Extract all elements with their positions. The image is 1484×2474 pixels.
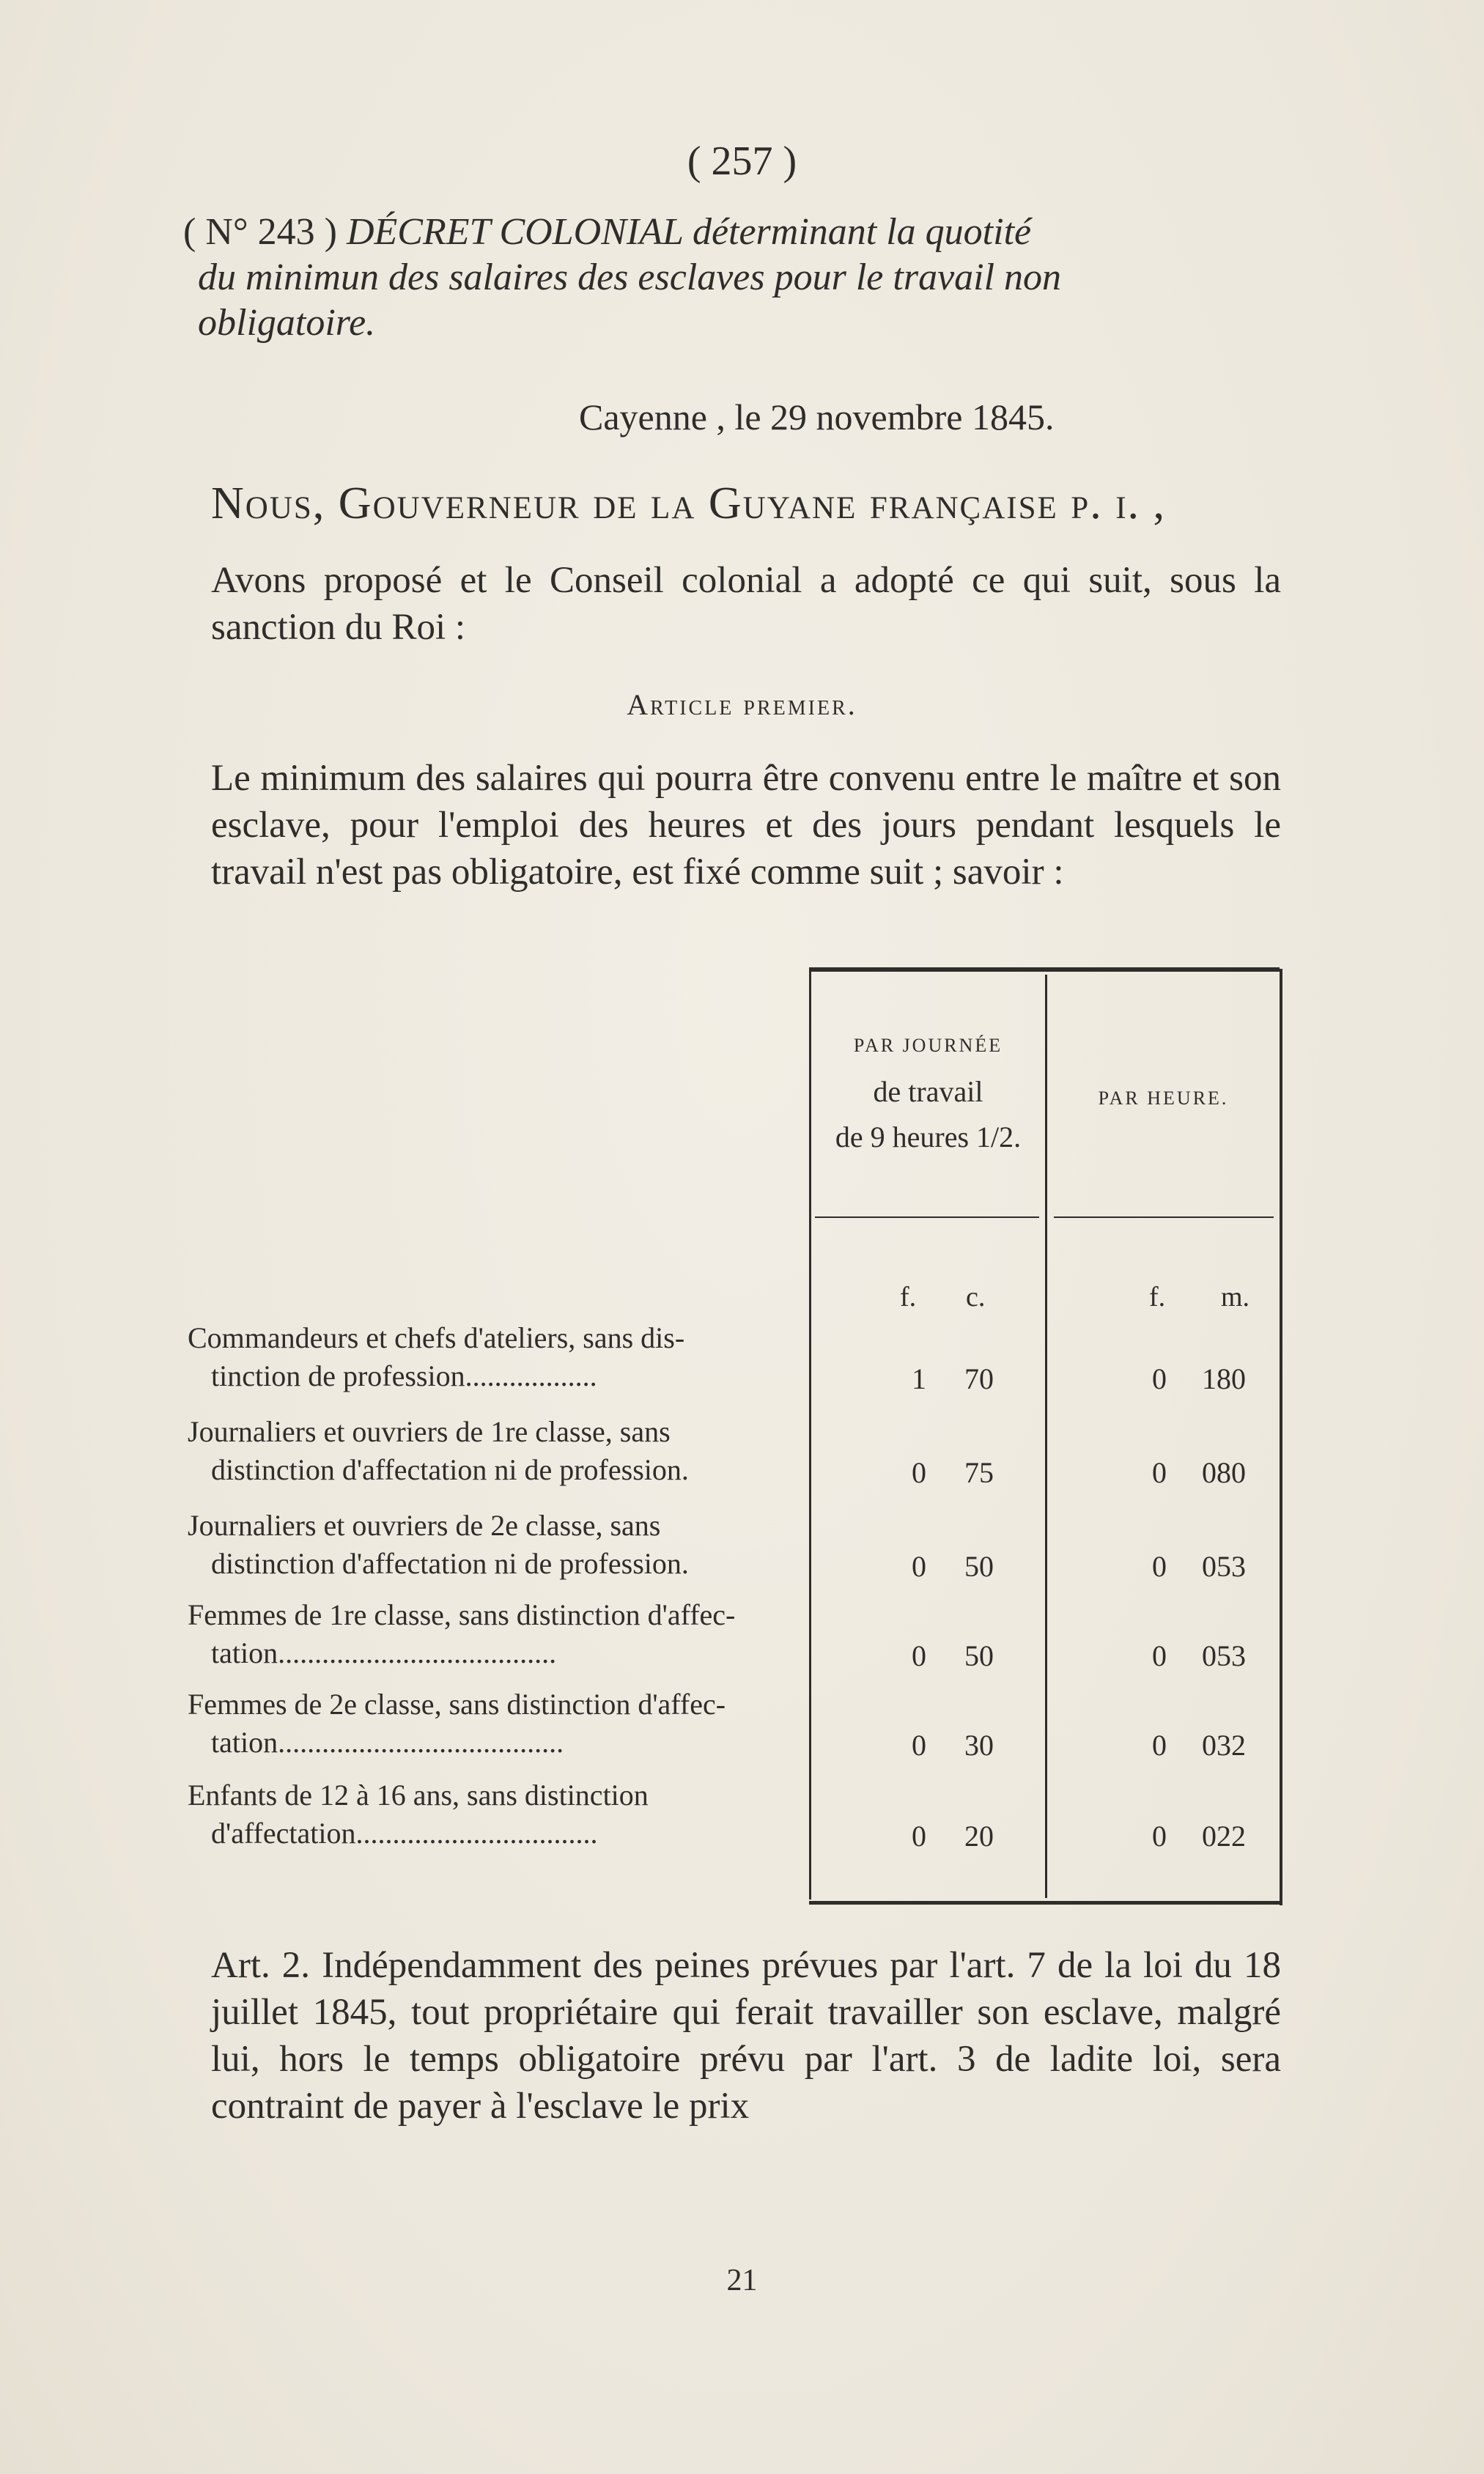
col-day-header-3: de 9 heures 1/2. <box>835 1120 1022 1153</box>
col-day-header-2: de travail <box>873 1075 983 1108</box>
header-rule-2 <box>1054 1216 1274 1218</box>
article-title: Article premier. <box>627 688 857 721</box>
unit-hour-f: f. <box>1149 1282 1166 1312</box>
decree-heading <box>183 210 1297 346</box>
col-day-header-1: PAR JOURNÉE <box>853 1035 1003 1056</box>
day-centimes: 30 <box>964 1729 994 1762</box>
table-bottom-rule <box>809 1901 1282 1905</box>
article-2-text: Art. 2. Indépendamment des peines prévues par l'art. 7 de la loi du 18 juillet 1845, tout propriétaire qui ferait travailler son esclave, malgré lui, hors le temps obligatoire prévu par l'art. 3 de ladite loi, sera contraint de payer à l'esclave le prix <box>211 1945 1281 2127</box>
table-middle-rule <box>1045 975 1047 1898</box>
unit-day-f: f. <box>900 1282 917 1312</box>
hour-francs: 0 <box>1152 1362 1167 1395</box>
day-francs: 1 <box>912 1362 926 1395</box>
day-centimes: 20 <box>964 1820 994 1853</box>
day-francs: 0 <box>912 1729 926 1762</box>
day-francs: 0 <box>912 1639 926 1672</box>
table-row-label: Femmes de 1re classe, sans distinction d'affec- tation...................................... <box>188 1598 736 1669</box>
day-francs: 0 <box>912 1820 926 1853</box>
signature-mark: 21 <box>726 2264 758 2297</box>
day-centimes: 50 <box>964 1550 994 1583</box>
table-row-label: Journaliers et ouvriers de 1re classe, sans distinction d'affectation ni de profession. <box>188 1415 689 1486</box>
decree-title-line-1: DÉCRET COLONIAL déterminant la quotité <box>346 211 1032 253</box>
hour-francs: 0 <box>1152 1820 1167 1853</box>
place-date: Cayenne , le 29 novembre 1845. <box>579 396 1055 437</box>
hour-francs: 0 <box>1152 1456 1167 1489</box>
table-row-label: Femmes de 2e classe, sans distinction d'affec- tation....................................... <box>188 1688 726 1759</box>
hour-millimes: 080 <box>1202 1456 1246 1489</box>
table-row-label: Commandeurs et chefs d'ateliers, sans dis- tinction de profession.................. <box>188 1321 685 1392</box>
intro-paragraph: Avons proposé et le Conseil colonial a adopté ce qui suit, sous la sanction du Roi : <box>211 560 1281 648</box>
table-top-rule <box>809 967 1280 972</box>
hour-millimes: 053 <box>1202 1550 1246 1583</box>
day-centimes: 70 <box>964 1362 994 1395</box>
hour-millimes: 053 <box>1202 1639 1246 1672</box>
decree-title-line-3: obligatoire. <box>198 302 376 344</box>
hour-francs: 0 <box>1152 1729 1167 1762</box>
page-number: ( 257 ) <box>687 139 797 184</box>
day-francs: 0 <box>912 1550 926 1583</box>
col-hour-header: PAR HEURE. <box>1098 1088 1229 1109</box>
day-centimes: 50 <box>964 1639 994 1672</box>
table-row-label: Journaliers et ouvriers de 2e classe, sans distinction d'affectation ni de profession. <box>188 1509 689 1580</box>
day-centimes: 75 <box>964 1456 994 1489</box>
hour-millimes: 022 <box>1202 1820 1246 1853</box>
decree-title-line-2: du minimun des salaires des esclaves pour le travail non <box>198 256 1062 298</box>
decree-number: ( N° 243 ) <box>183 211 337 253</box>
hour-francs: 0 <box>1152 1639 1167 1672</box>
hour-francs: 0 <box>1152 1550 1167 1583</box>
table-right-rule <box>1280 969 1282 1905</box>
unit-day-c: c. <box>966 1282 986 1312</box>
hour-millimes: 032 <box>1202 1729 1246 1762</box>
header-rule-1 <box>815 1216 1039 1218</box>
hour-millimes: 180 <box>1202 1362 1246 1395</box>
article-1-text: Le minimum des salaires qui pourra être convenu entre le maître et son esclave, pour l'emploi des heures et des jours pendant lesquels le travail n'est pas obligatoire, est fixé comme suit ; savoir : <box>211 758 1281 893</box>
table-row-label: Enfants de 12 à 16 ans, sans distinction d'affectation................................. <box>188 1779 649 1850</box>
preamble: Nous, Gouverneur de la Guyane française p. i. , <box>211 479 1167 528</box>
unit-hour-m: m. <box>1221 1282 1250 1312</box>
day-francs: 0 <box>912 1456 926 1489</box>
